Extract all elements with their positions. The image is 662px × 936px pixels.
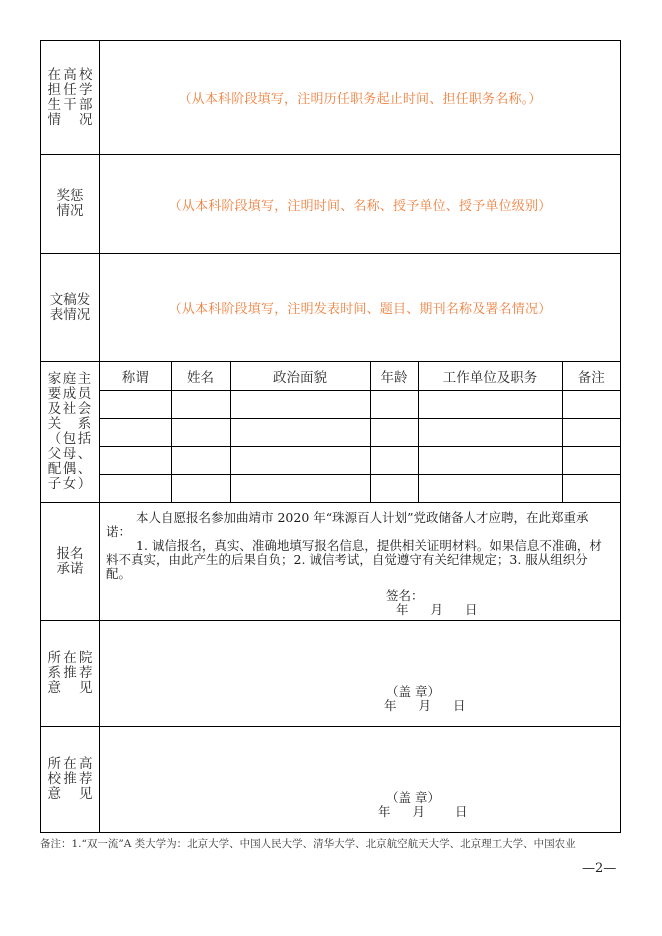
family-row [100, 475, 620, 503]
label-student-cadre: 在高校 担任学 生干部 情 况 [41, 41, 100, 155]
cell-workplace-position[interactable] [418, 391, 562, 419]
row-pledge [41, 503, 621, 621]
family-members-table [100, 362, 620, 502]
family-row [100, 419, 620, 447]
signature-label: 签名： [386, 588, 424, 603]
department-date: 年 月 日 [384, 698, 466, 713]
application-form-table [40, 40, 621, 833]
cell-political-status[interactable] [230, 447, 370, 475]
pledge-content [100, 503, 621, 621]
cell-relation[interactable] [100, 447, 171, 475]
school-seal: （盖 章） 年 月 日 [378, 790, 468, 819]
family-label-col-1: 家 要 及 关 （ 父 配 子 [47, 371, 62, 492]
publications-hint: （从本科阶段填写，注明发表时间、题目、期刊名称及署名情况） [168, 302, 552, 317]
pledge-date: 年 月 日 [396, 602, 478, 617]
cell-remarks[interactable] [562, 419, 620, 447]
label-awards: 奖惩 情况 [41, 155, 100, 254]
school-recommendation-field[interactable] [100, 727, 621, 833]
cell-political-status[interactable] [230, 391, 370, 419]
cell-workplace-position[interactable] [418, 419, 562, 447]
family-row [100, 391, 620, 419]
awards-hint: （从本科阶段填写，注明时间、名称、授予单位、授予单位级别） [168, 198, 552, 214]
row-family [41, 362, 621, 503]
label-pledge: 报名 承诺 [41, 503, 100, 621]
cell-age[interactable] [370, 475, 418, 503]
school-date: 年 月 日 [378, 804, 468, 819]
family-header-row [100, 362, 620, 391]
pledge-paragraph-2: 1. 诚信报名，真实、准确地填写报名信息，提供相关证明材料。如果信息不准确，材料不真实，由此产生的后果自负；2. 诚信考试，自觉遵守有关纪律规定；3. 服从组织分配。 [106, 538, 602, 581]
row-school-recommendation [41, 727, 621, 833]
header-remarks: 备注 [562, 362, 620, 391]
row-publications [41, 254, 621, 362]
cell-political-status[interactable] [230, 475, 370, 503]
pledge-paragraph-1: 本人自愿报名参加曲靖市 2020 年“珠源百人计划”党政储备人才应聘，在此郑重承诺： [106, 510, 589, 539]
cell-age[interactable] [370, 391, 418, 419]
page-number: —2— [582, 861, 617, 876]
header-workplace-position: 工作单位及职务 [418, 362, 562, 391]
label-school-recommendation: 所在高 校推荐 意 见 [41, 727, 100, 833]
cell-workplace-position[interactable] [418, 447, 562, 475]
family-table-cell [100, 362, 621, 503]
cell-age[interactable] [370, 419, 418, 447]
department-seal: （盖 章） 年 月 日 [384, 684, 466, 713]
header-political-status: 政治面貌 [230, 362, 370, 391]
cell-remarks[interactable] [562, 447, 620, 475]
cell-relation[interactable] [100, 475, 171, 503]
cell-age[interactable] [370, 447, 418, 475]
family-row [100, 447, 620, 475]
cell-name[interactable] [171, 419, 230, 447]
cell-workplace-position[interactable] [418, 475, 562, 503]
cell-remarks[interactable] [562, 391, 620, 419]
cell-relation[interactable] [100, 391, 171, 419]
cell-political-status[interactable] [230, 419, 370, 447]
pledge-signature-block [386, 589, 478, 617]
publications-field[interactable] [100, 254, 621, 362]
header-relation: 称谓 [100, 362, 171, 391]
row-awards [41, 155, 621, 254]
cell-name[interactable] [171, 475, 230, 503]
cell-relation[interactable] [100, 419, 171, 447]
family-label-col-3: 主 员 会 系 括 、 、 ） [77, 371, 92, 492]
header-name: 姓名 [171, 362, 230, 391]
label-department-recommendation: 所在院 系推荐 意 见 [41, 621, 100, 727]
cell-name[interactable] [171, 447, 230, 475]
student-cadre-hint: （从本科阶段填写，注明历任职务起止时间、担任职务名称。） [178, 92, 542, 107]
footnote: 备注：1.“双一流”A 类大学为：北京大学、中国人民大学、清华大学、北京航空航天大学、北京理工大学、中国农业 [40, 838, 576, 850]
family-label-col-2: 庭 成 社 包 母 偶 女 [62, 371, 77, 492]
row-department-recommendation [41, 621, 621, 727]
row-student-cadre [41, 41, 621, 155]
department-recommendation-field[interactable] [100, 621, 621, 727]
awards-field[interactable] [100, 155, 621, 254]
header-age: 年龄 [370, 362, 418, 391]
student-cadre-field[interactable] [100, 41, 621, 155]
cell-name[interactable] [171, 391, 230, 419]
cell-remarks[interactable] [562, 475, 620, 503]
label-publications: 文稿发 表情况 [41, 254, 100, 362]
label-family [41, 362, 100, 503]
